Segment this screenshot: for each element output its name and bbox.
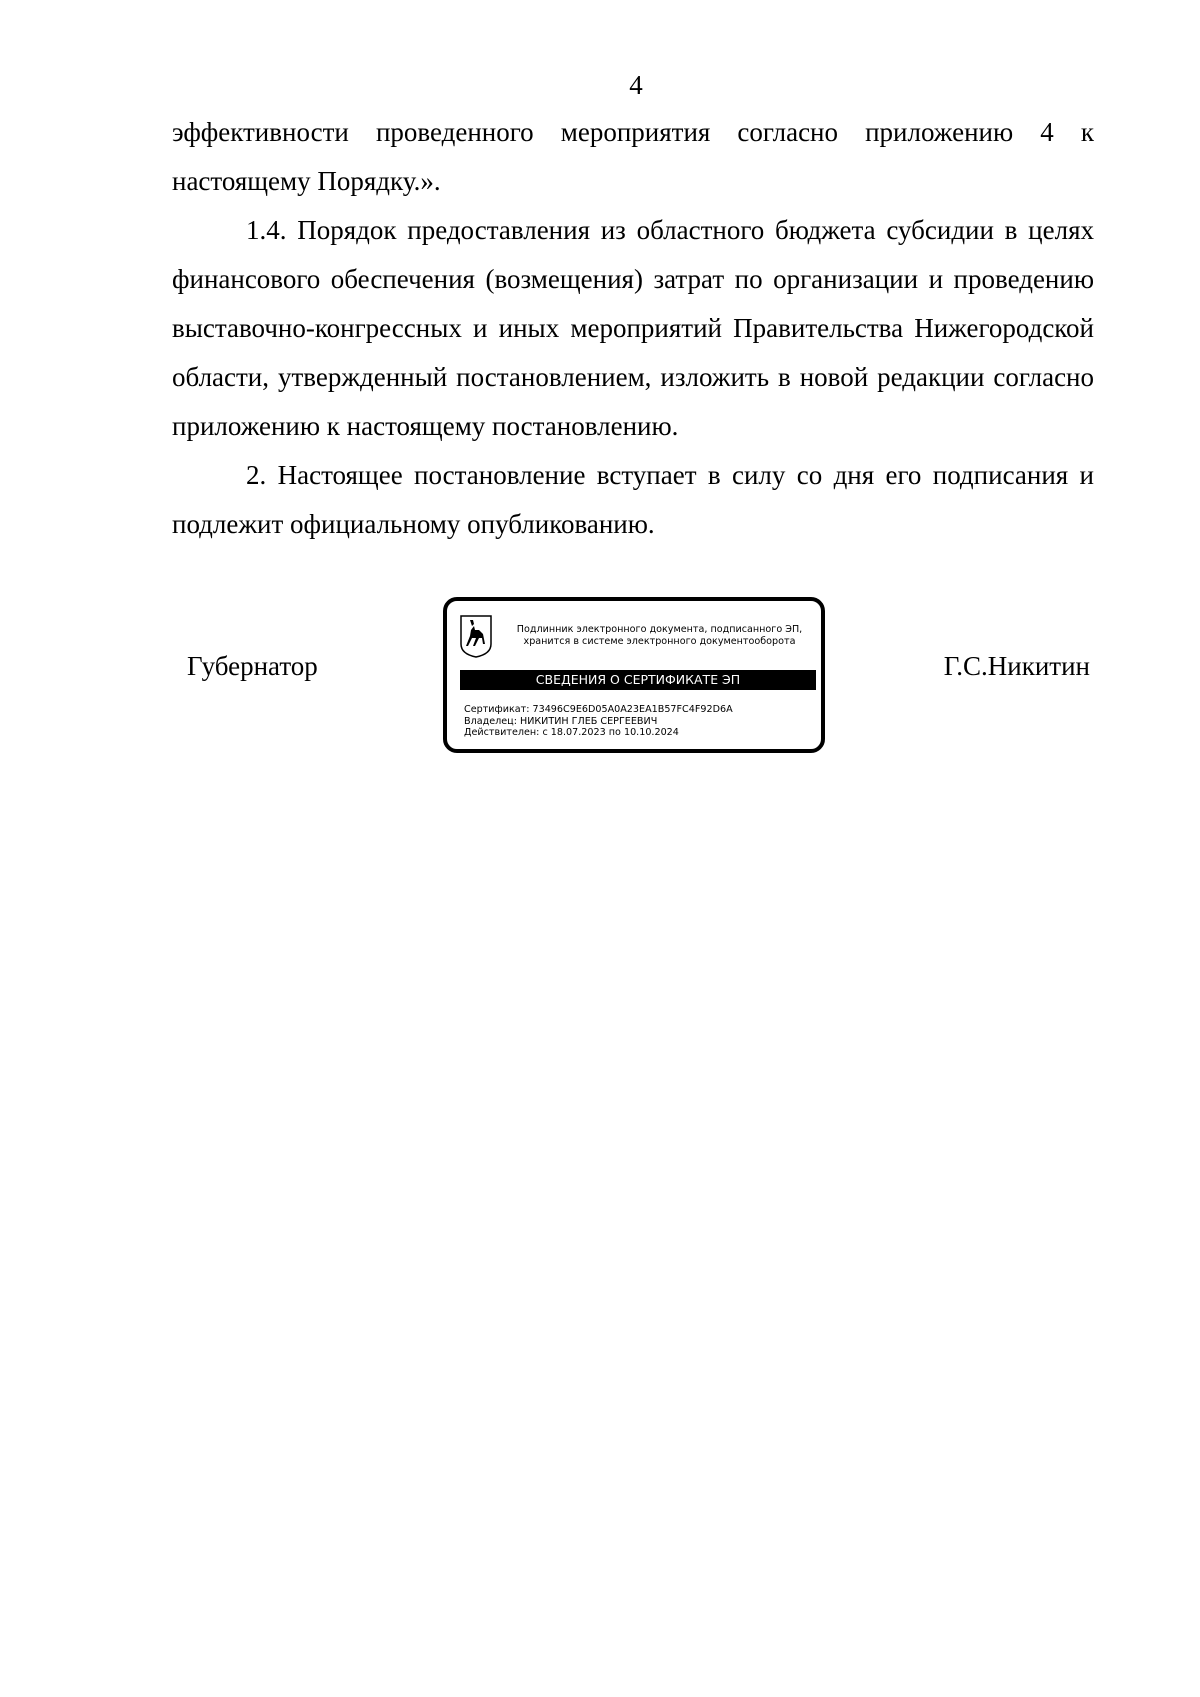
stamp-header-line-1: Подлинник электронного документа, подписанного ЭП, xyxy=(516,624,803,635)
coat-of-arms-deer-icon xyxy=(459,614,493,658)
paragraph-1-4: 1.4. Порядок предоставления из областного бюджета субсидии в целях финансового обеспечения (возмещения) затрат по организации и проведению выставочно-конгрессных и иных мероприятий Правительства Нижегородской области, утвержденный постановлением, изложить в новой редакции согласно приложению к настоящему постановлению. xyxy=(172,215,1094,441)
stamp-details xyxy=(464,704,733,739)
electronic-signature-stamp xyxy=(443,597,825,753)
paragraph-continuation: эффективности проведенного мероприятия согласно приложению 4 к настоящему Порядку.». xyxy=(172,117,1094,196)
certificate-validity: Действителен: с 18.07.2023 по 10.10.2024 xyxy=(464,727,679,738)
signatory-position: Губернатор xyxy=(187,651,318,681)
page-number: 4 xyxy=(629,70,643,100)
stamp-title: СВЕДЕНИЯ О СЕРТИФИКАТЕ ЭП xyxy=(460,670,816,690)
signatory-name: Г.С.Никитин xyxy=(943,651,1090,681)
certificate-owner: Владелец: НИКИТИН ГЛЕБ СЕРГЕЕВИЧ xyxy=(464,715,658,727)
stamp-header-line-2: хранится в системе электронного документооборота xyxy=(523,636,796,647)
document-body xyxy=(172,108,1094,549)
paragraph-2: 2. Настоящее постановление вступает в силу со дня его подписания и подлежит официальному опубликованию. xyxy=(172,460,1094,539)
stamp-header xyxy=(497,624,822,648)
certificate-number: Сертификат: 73496C9E6D05A0A23EA1B57FC4F92D6A xyxy=(464,704,733,715)
